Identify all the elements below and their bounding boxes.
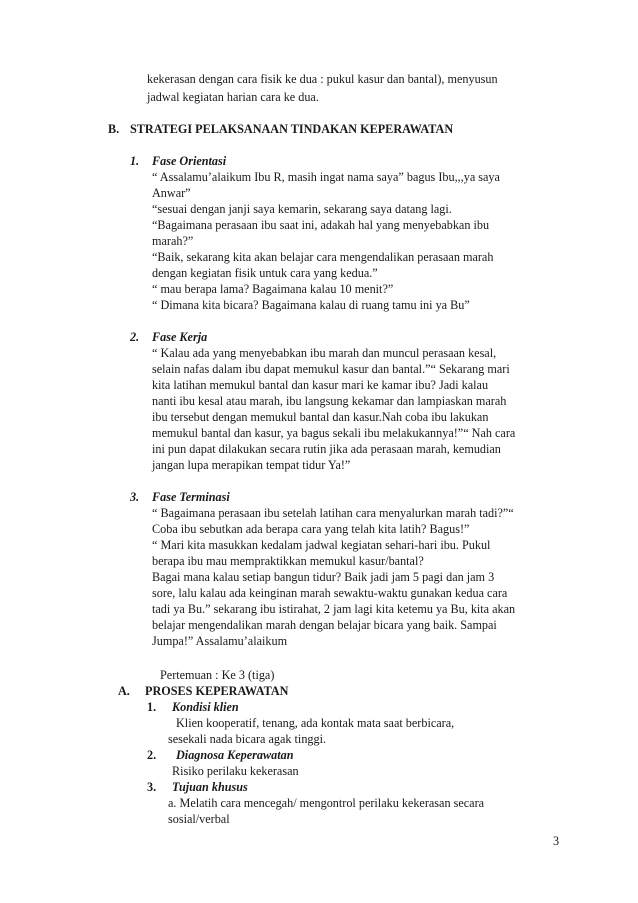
phase-line: Anwar”: [152, 186, 191, 200]
intro-line: kekerasan dengan cara fisik ke dua : pukul kasur dan bantal), menyusun: [147, 72, 498, 86]
phase-line: Jumpa!” Assalamu’alaikum: [152, 634, 288, 648]
section-a-title: PROSES KEPERAWATAN: [145, 684, 289, 698]
phase-line: kita latihan memukul bantal dan kasur mari ke kamar ibu? Jadi kalau: [152, 378, 489, 392]
section-b-marker: B.: [108, 122, 120, 136]
phase-line: “ Assalamu’alaikum Ibu R, masih ingat nama saya” bagus Ibu,,,ya saya: [152, 170, 500, 184]
phase-line: nanti ibu kesal atau marah, ibu langsung kekamar dan lampiaskan marah: [152, 394, 507, 408]
item-number: 2.: [147, 748, 157, 762]
phase-line: “ mau berapa lama? Bagaimana kalau 10 menit?”: [152, 282, 394, 296]
item-line: Risiko perilaku kekerasan: [172, 764, 299, 778]
phase-line: selain nafas dalam ibu dapat memukul kasur dan bantal.”“ Sekarang mari: [152, 362, 510, 376]
phase-line: Coba ibu sebutkan ada berapa cara yang telah kita latih? Bagus!”: [152, 522, 470, 536]
phase-line: tadi ya Bu.” sekarang ibu istirahat, 2 jam lagi kita ketemu ya Bu, kita akan: [152, 602, 516, 616]
item-number: 1.: [147, 700, 157, 714]
section-a-marker: A.: [118, 684, 130, 698]
phase-title: Fase Orientasi: [152, 154, 227, 168]
phase-line: marah?”: [152, 234, 194, 248]
phase-line: “Bagaimana perasaan ibu saat ini, adakah hal yang menyebabkan ibu: [152, 218, 490, 232]
item-line: sesekali nada bicara agak tinggi.: [168, 732, 327, 746]
item-number: 3.: [147, 780, 157, 794]
item-title: Tujuan khusus: [172, 780, 248, 794]
item-title: Kondisi klien: [172, 700, 239, 714]
intro-line: jadwal kegiatan harian cara ke dua.: [147, 90, 319, 104]
phase-line: “ Dimana kita bicara? Bagaimana kalau di ruang tamu ini ya Bu”: [152, 298, 470, 312]
item-line: Klien kooperatif, tenang, ada kontak mata saat berbicara,: [176, 716, 455, 730]
phase-line: sore, lalu kalau ada keinginan marah sewaktu-waktu gunakan kedua cara: [152, 586, 508, 600]
phase-number: 3.: [130, 490, 140, 504]
phase-number: 1.: [130, 154, 140, 168]
phase-line: ini pun dapat dilakukan secara rutin jika ada perasaan marah, kemudian: [152, 442, 501, 456]
phase-line: “sesuai dengan janji saya kemarin, sekarang saya datang lagi.: [152, 202, 452, 216]
phase-line: ibu tersebut dengan memukul bantal dan kasur.Nah coba ibu lakukan: [152, 410, 489, 424]
item-line: a. Melatih cara mencegah/ mengontrol perilaku kekerasan secara: [168, 796, 485, 810]
phase-title: Fase Terminasi: [152, 490, 230, 504]
phase-line: Bagai mana kalau setiap bangun tidur? Baik jadi jam 5 pagi dan jam 3: [152, 570, 495, 584]
item-line: sosial/verbal: [168, 812, 230, 826]
phase-line: belajar mengendalikan marah dengan belajar bicara yang baik. Sampai: [152, 618, 497, 632]
phase-line: memukul bantal dan kasur, ya bagus sekali ibu melakukannya!”“ Nah cara: [152, 426, 516, 440]
phase-line: “ Bagaimana perasaan ibu setelah latihan cara menyalurkan marah tadi?”“: [152, 506, 514, 520]
phase-line: berapa ibu mau mempraktikkan memukul kasur/bantal?: [152, 554, 424, 568]
page-number: 3: [553, 834, 560, 848]
section-b-title: STRATEGI PELAKSANAAN TINDAKAN KEPERAWATAN: [130, 122, 454, 136]
phase-number: 2.: [130, 330, 140, 344]
phase-line: “ Mari kita masukkan kedalam jadwal kegiatan sehari-hari ibu. Pukul: [152, 538, 491, 552]
meeting-line: Pertemuan : Ke 3 (tiga): [160, 668, 275, 682]
phase-line: dengan kegiatan fisik untuk cara yang kedua.”: [152, 266, 378, 280]
phase-line: jangan lupa merapikan tempat tidur Ya!”: [152, 458, 351, 472]
phase-title: Fase Kerja: [152, 330, 208, 344]
item-title: Diagnosa Keperawatan: [176, 748, 294, 762]
phase-line: “Baik, sekarang kita akan belajar cara mengendalikan perasaan marah: [152, 250, 494, 264]
phase-line: “ Kalau ada yang menyebabkan ibu marah dan muncul perasaan kesal,: [152, 346, 497, 360]
